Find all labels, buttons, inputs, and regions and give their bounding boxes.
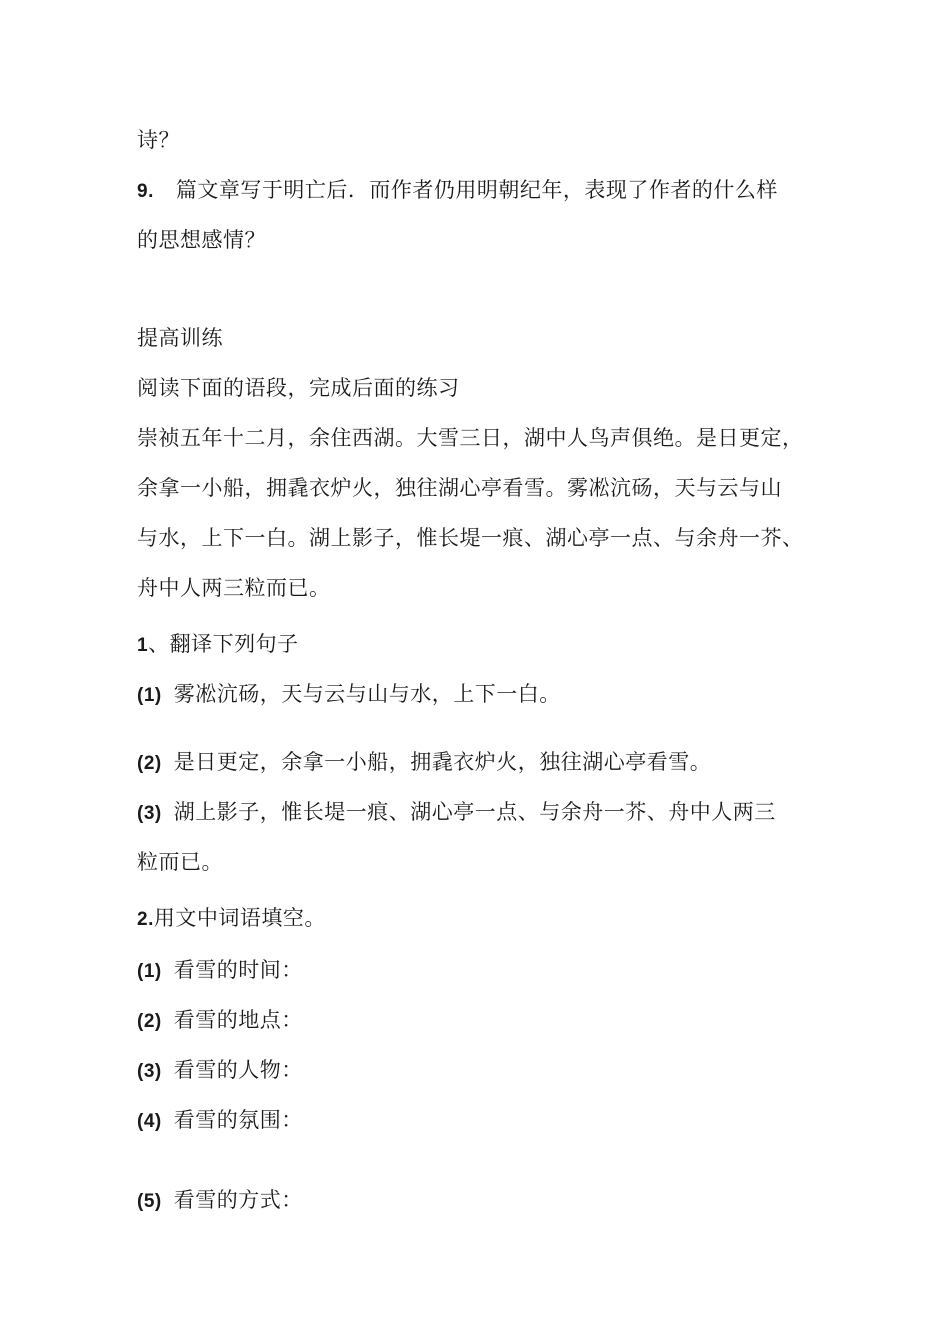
task-2-item-text: 看雪的人物： bbox=[173, 1058, 303, 1082]
question-9-continuation bbox=[137, 226, 266, 254]
task-2-item-text: 看雪的时间： bbox=[173, 958, 303, 982]
task-1-item-label: (3) bbox=[137, 803, 162, 824]
passage-line-text: 舟中人两三粒而已。 bbox=[137, 576, 331, 600]
passage-line bbox=[137, 424, 804, 452]
task-1-heading bbox=[137, 630, 299, 660]
task-2-item bbox=[137, 1186, 303, 1216]
task-1-item-text: 湖上影子，惟长堤一痕、湖心亭一点、与余舟一芥、舟中人两三 bbox=[173, 800, 776, 824]
task-2-item bbox=[137, 1056, 303, 1086]
passage-line-text: 余拿一小船，拥毳衣炉火，独往湖心亭看雪。雾凇沆砀，天与云与山 bbox=[137, 476, 782, 500]
instruction bbox=[137, 374, 460, 402]
task-1-item-text: 是日更定，余拿一小船，拥毳衣炉火，独往湖心亭看雪。 bbox=[173, 750, 712, 774]
task-2-item-label: (4) bbox=[137, 1111, 162, 1132]
task-1-number: 1 bbox=[137, 635, 149, 656]
question-9-number: 9. bbox=[137, 181, 154, 202]
passage-line bbox=[137, 524, 804, 552]
task-1-item-continuation bbox=[137, 848, 223, 876]
task-1-item bbox=[137, 748, 711, 778]
task-1-title: 、翻译下列句子 bbox=[148, 632, 299, 656]
task-2-number: 2. bbox=[137, 909, 154, 930]
task-1-item bbox=[137, 798, 776, 828]
passage-line bbox=[137, 574, 331, 602]
task-2-item-label: (1) bbox=[137, 961, 162, 982]
passage-line-text: 与水，上下一白。湖上影子，惟长堤一痕、湖心亭一点、与余舟一芥、 bbox=[137, 526, 804, 550]
task-2-item-text: 看雪的方式： bbox=[173, 1188, 303, 1212]
question-8-tail-text: 诗？ bbox=[137, 128, 180, 152]
task-1-item-label: (1) bbox=[137, 685, 162, 706]
section-title-text: 提高训练 bbox=[137, 326, 223, 350]
task-2-item-label: (3) bbox=[137, 1061, 162, 1082]
task-1-item-label: (2) bbox=[137, 753, 162, 774]
question-8-tail bbox=[137, 126, 180, 154]
task-2-item-text: 看雪的氛围： bbox=[173, 1108, 303, 1132]
task-2-item bbox=[137, 1106, 303, 1136]
section-title bbox=[137, 324, 223, 352]
question-9-text: 篇文章写于明亡后．而作者仍用明朝纪年，表现了作者的什么样 bbox=[175, 178, 778, 202]
task-1-item-text: 雾凇沆砀，天与云与山与水，上下一白。 bbox=[173, 682, 561, 706]
passage-line bbox=[137, 474, 782, 502]
task-2-heading bbox=[137, 904, 326, 934]
task-2-item bbox=[137, 956, 303, 986]
task-2-item bbox=[137, 1006, 303, 1036]
task-2-item-label: (5) bbox=[137, 1191, 162, 1212]
task-2-item-text: 看雪的地点： bbox=[173, 1008, 303, 1032]
task-1-item-text-cont: 粒而已。 bbox=[137, 850, 223, 874]
task-2-item-label: (2) bbox=[137, 1011, 162, 1032]
passage-line-text: 崇祯五年十二月，余住西湖。大雪三日，湖中人鸟声俱绝。是日更定， bbox=[137, 426, 804, 450]
task-2-title: 用文中词语填空。 bbox=[153, 906, 326, 930]
instruction-text: 阅读下面的语段，完成后面的练习 bbox=[137, 376, 460, 400]
question-9 bbox=[137, 176, 778, 206]
task-1-item bbox=[137, 680, 561, 710]
question-9-text-cont: 的思想感情？ bbox=[137, 228, 266, 252]
